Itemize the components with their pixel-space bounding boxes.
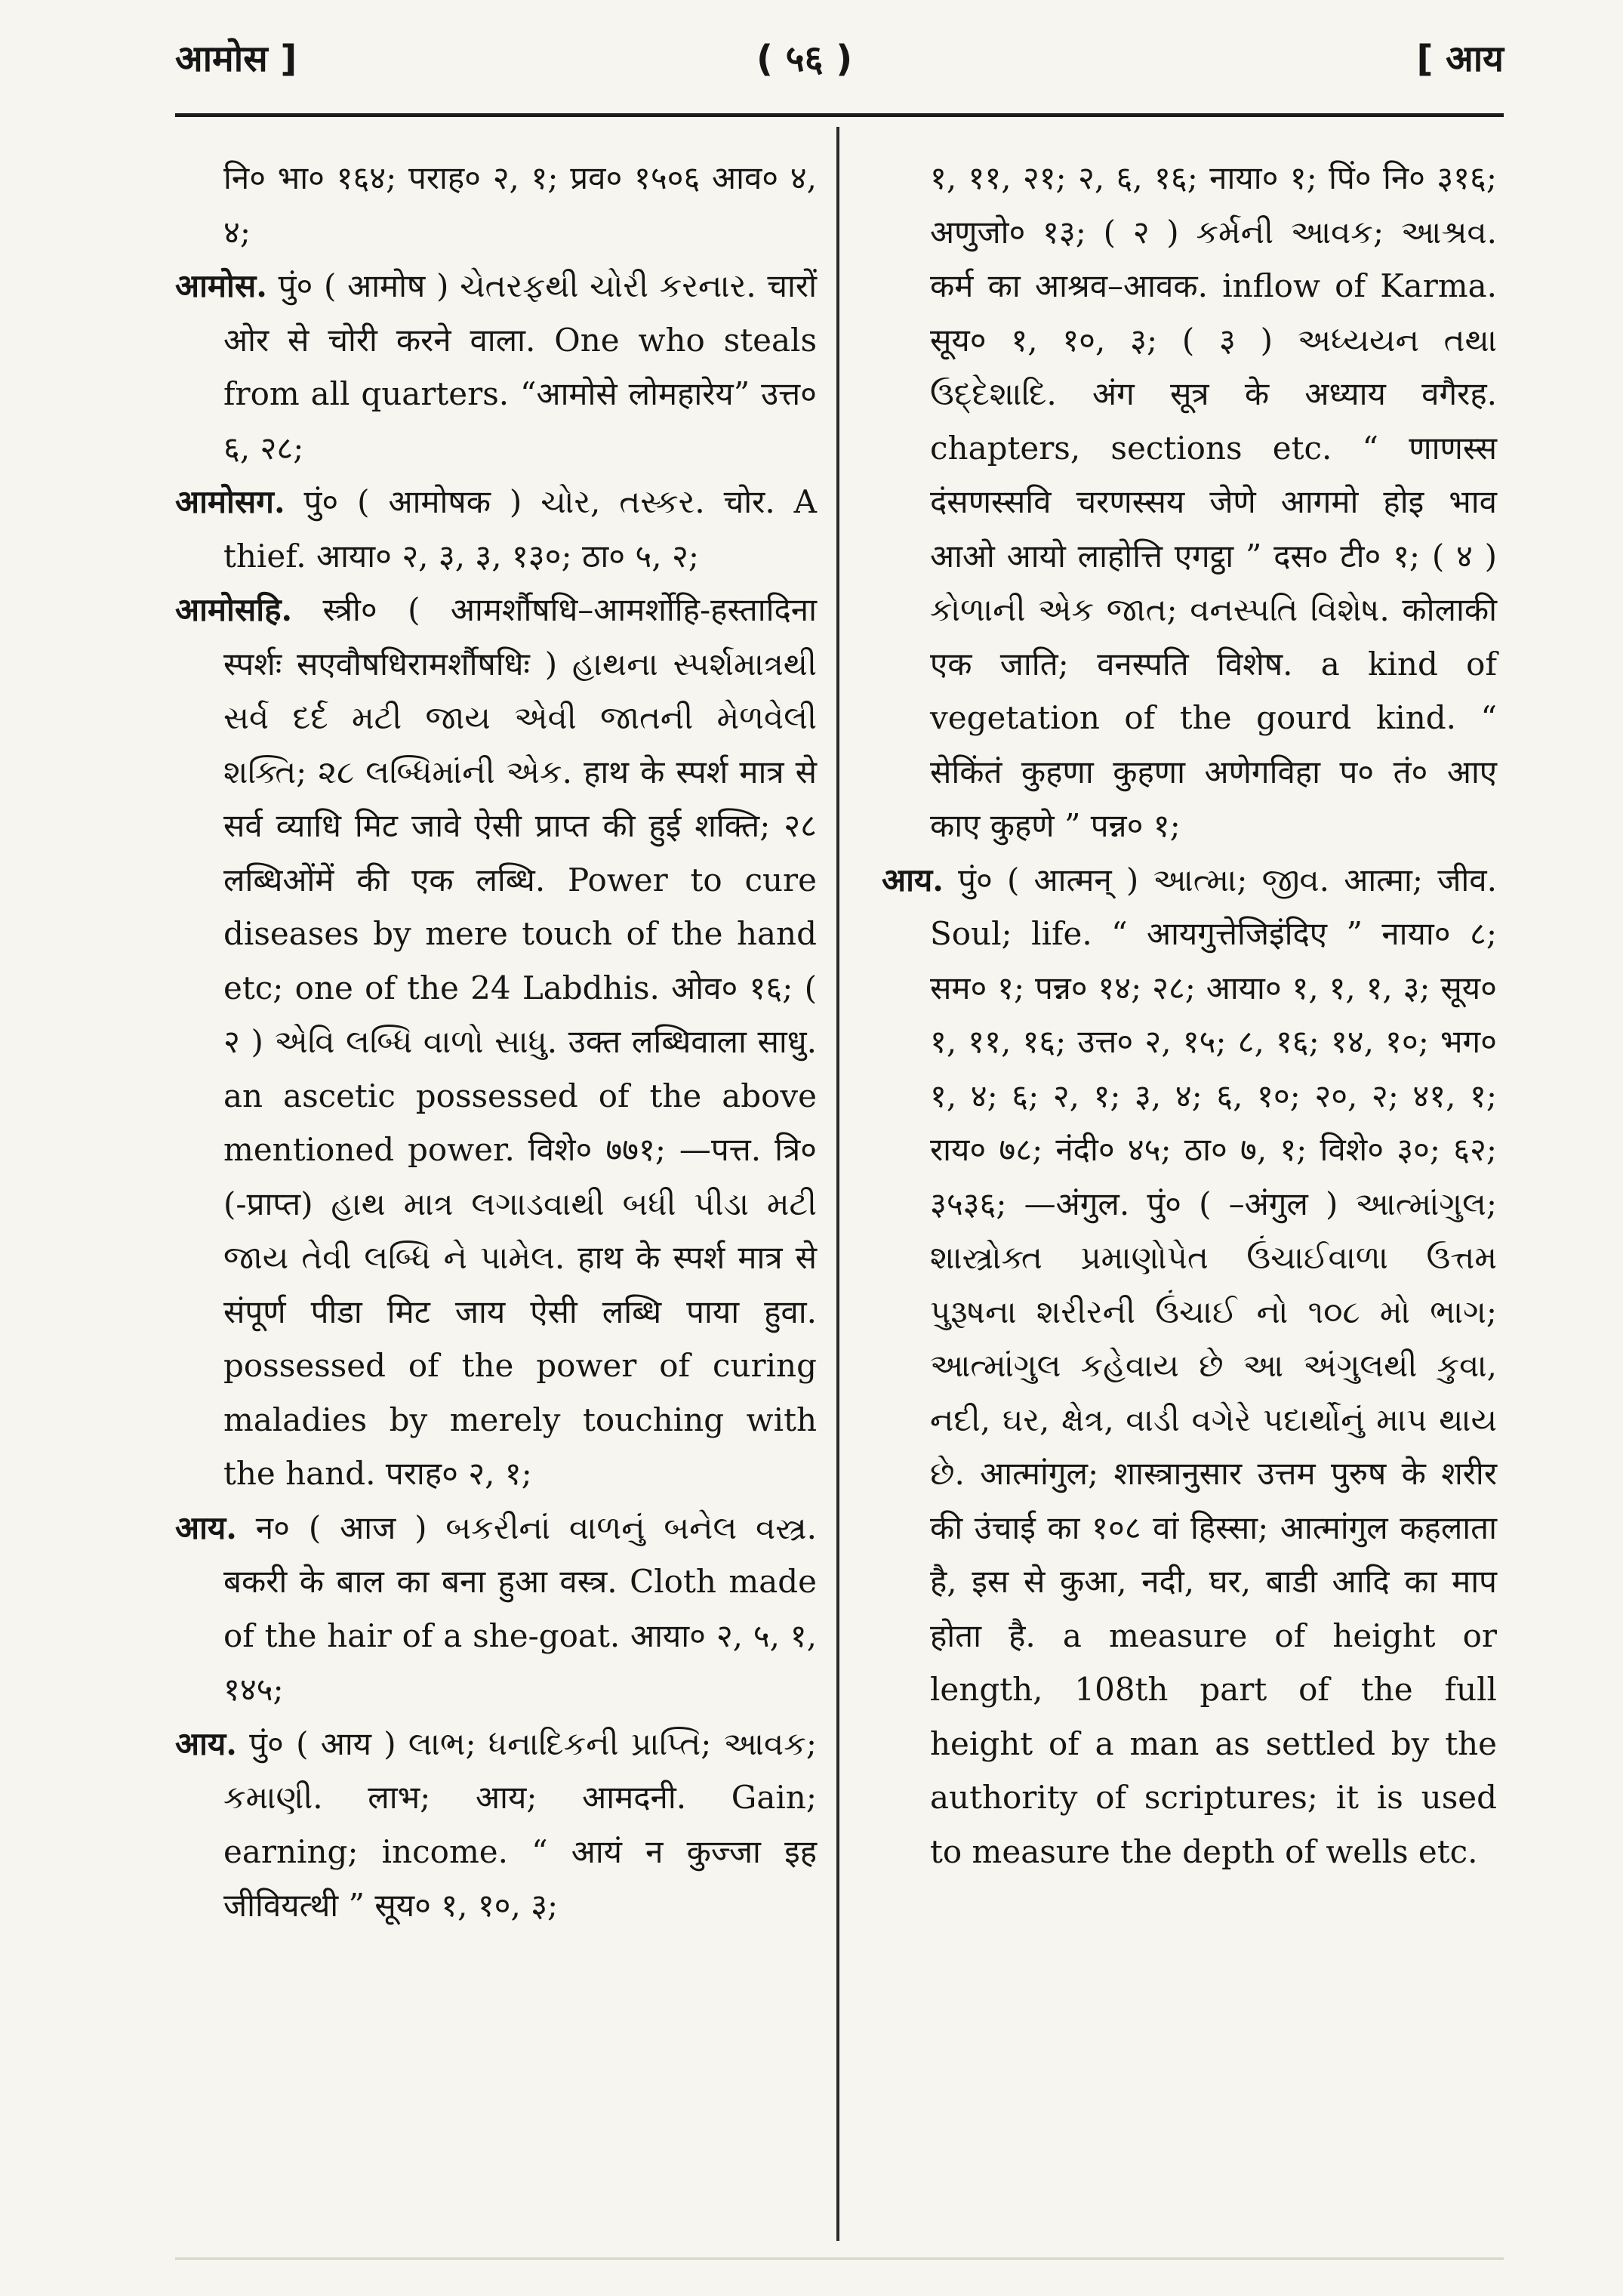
headword: आय. xyxy=(882,861,944,898)
column-divider xyxy=(836,127,839,2241)
headword: आय. xyxy=(175,1724,237,1762)
headword: आमोसग. xyxy=(175,483,285,520)
headword: आय. xyxy=(175,1509,237,1546)
header-left-guideword: आमोस ] xyxy=(175,38,297,80)
left-column xyxy=(175,151,817,1933)
entry-continuation: नि० भा० १६४; पराह० २, १; प्रव० १५०६ आव० ४, ४; xyxy=(223,159,817,251)
page-bottom-edge xyxy=(175,2257,1504,2260)
right-column xyxy=(882,151,1497,1878)
dictionary-entry: आमोस. पुं० ( आमोष ) ચેતરફથી ચોરી કરનાર. चारों ओर से चोरी करने वाला. One who steals from all quarters. “आमोसे लोमहारेय” उत्त० ६, २८; xyxy=(175,267,817,467)
headword: आमोसहि. xyxy=(175,591,293,628)
page-number: ( ५६ ) xyxy=(756,38,853,80)
header-rule xyxy=(175,113,1504,117)
headword: आमोस. xyxy=(175,267,267,304)
header-right-guideword: [ आय xyxy=(1416,38,1504,80)
page-header xyxy=(175,33,1504,86)
dictionary-entry: आमोसहि. स्त्री० ( आमर्शौषधि–आमर्शोहि-हस्तादिना स्पर्शः सएवौषधिरामर्शौषधिः ) હાથના સ્પર્શમાત્રથી સર્વ દર્દ મટી જાય એવી જાતની મેળવેલી શક્તિ; ૨૮ લબ્ધિમાંની એક. हाथ के स्पर्श मात्र से सर्व व्याधि मिट जावे ऐसी प्राप्त की हुई शक्ति; २८ लब्धिओंमें की एक लब्धि. Power to cure diseases by mere touch of the hand etc; one of the 24 Labdhis. ओव० १६; ( २ ) એવિ લબ્ધિ વાળો સાધુ. उक्त लब्धिवाला साधु. an ascetic possessed of the above mentioned power. विशे० ७७१; —पत्त. त्रि० (-प्राप्त) હાથ માત્ર લગાડવાથી બધી પીડા મટી જાય તેવી લબ્ધિ ને પામેલ. हाथ के स्पर्श मात्र से संपूर्ण पीडा मिट जाय ऐसी लब्धि पाया हुवा. possessed of the power of curing maladies by merely touching with the hand. पराह० २, १; xyxy=(175,591,818,1492)
dictionary-entry: आमोसग. पुं० ( आमोषक ) ચોર, તસ્કર. चोर. A thief. आया० २, ३, ३, १३०; ठा० ५, २; xyxy=(175,483,817,575)
dictionary-entry: आय. पुं० ( आत्मन् ) આત્મા; જીવ. आत्मा; जीव. Soul; life. “ आयगुत्तेजिइंदिए ” नाया० ८; सम० १; पन्न० १४; २८; आया० १, १, १, ३; सूय० १, ११, १६; उत्त० २, १५; ८, १६; १४, १०; भग० १, ४; ६; २, १; ३, ४; ६, १०; २०, २; ४१, १; राय० ७८; नंदी० ४५; ठा० ७, १; विशे० ३०; ६२; ३५३६; —अंगुल. पुं० ( –अंगुल ) આત્માંગુલ; શાસ્ત્રોક્ત પ્રમાણોપેત ઉંચાઈવાળા ઉત્તમ પુરૂષના શરીરની ઉંચાઈ નો ૧૦૮ મો ભાગ; આત્માંગુલ કહેવાય છે આ અંગુલથી કુવા, નદી, ઘર, ક્ષેત્ર, વાડી વગેરે પદાર્થોનું માપ થાય છે. आत्मांगुल; शास्त्रानुसार उत्तम पुरुष के शरीर की उंचाई का १०८ वां हिस्सा; आत्मांगुल कहलाता है, इस से कुआ, नदी, घर, बाडी आदि का माप होता है. a measure of height or length, 108th part of the full height of a man as settled by the authority of scriptures; it is used to measure the depth of wells etc. xyxy=(882,861,1497,1870)
entry-continuation: १, ११, २१; २, ६, १६; नाया० १; पिं० नि० ३१६; अणुजो० १३; ( २ ) કર્મની આવક; આશ્રવ. कर्म का आश्रव–आवक. inflow of Karma. सूय० १, १०, ३; ( ३ ) અધ્યયન તથા ઉદ્દેશાદિ. अंग सूत्र के अध्याय वगैरह. chapters, sections etc. “ णाणस्स दंसणस्सवि चरणस्सय जेणे आगमो होइ भाव आओ आयो लाहोत्ति एगट्ठा ” दस० टी० १; ( ४ ) કોળાની એક જાત; વનસ્પતિ વિશેષ. कोलाकी एक जाति; वनस्पति विशेष. a kind of vegetation of the gourd kind. “ सेकिंतं कुहणा कुहणा अणेगविहा प० तं० आए काए कुहणे ” पन्न० १; xyxy=(930,159,1497,844)
dictionary-entry: आय. न० ( आज ) બકરીનાં વાળનું બનેલ વસ્ત્ર. बकरी के बाल का बना हुआ वस्त्र. Cloth made of the hair of a she-goat. आया० २, ५, १, १४५; xyxy=(175,1509,817,1708)
dictionary-entry: आय. पुं० ( आय ) લાભ; ધનાદિકની પ્રાપ્તિ; આવક; કમાણી. लाभ; आय; आमदनी. Gain; earning; income. “ आयं न कुज्जा इह जीवियत्थी ” सूय० १, १०, ३; xyxy=(175,1724,817,1924)
